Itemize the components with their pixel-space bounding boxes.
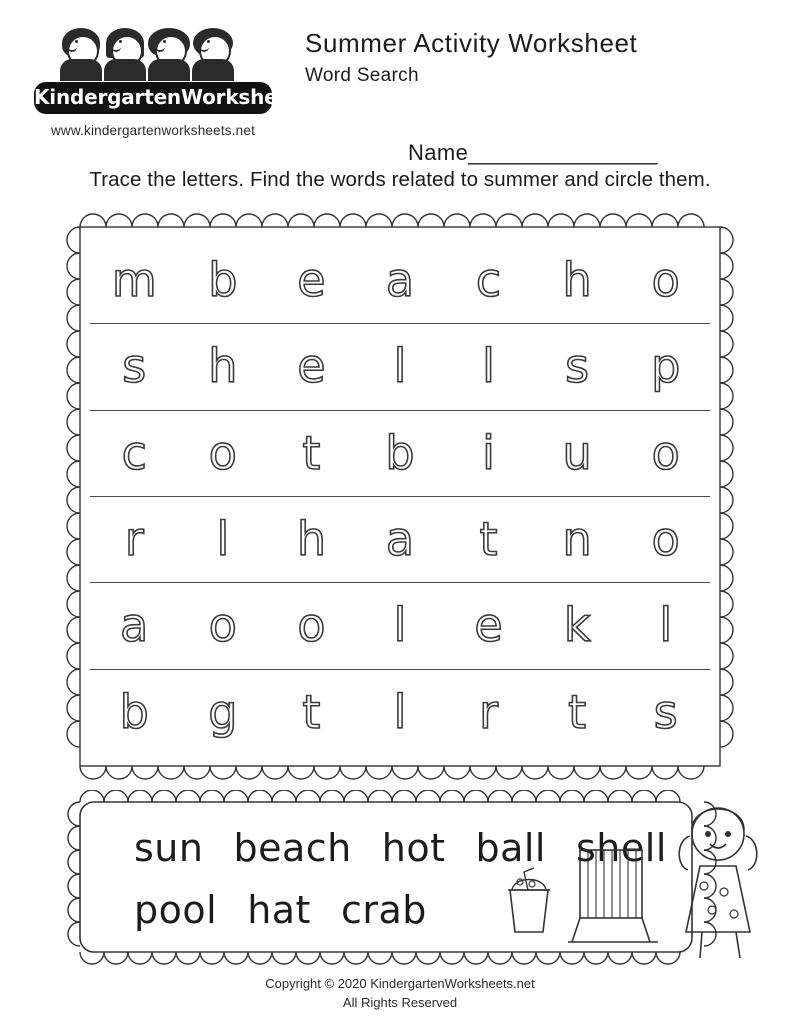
puzzle-letter: a [385,253,415,308]
puzzle-cell[interactable] [533,496,622,582]
puzzle-letter: b [208,253,238,308]
puzzle-letter: m [111,253,157,308]
puzzle-letter: h [208,339,238,394]
puzzle-cell[interactable] [533,410,622,496]
puzzle-letter: g [208,684,238,739]
puzzle-cell[interactable] [179,410,268,496]
puzzle-letter: o [208,425,237,480]
puzzle-letter: l [393,684,407,739]
puzzle-letter: t [479,512,498,567]
girl-illustration-icon [666,796,774,964]
puzzle-letter: k [563,598,591,653]
puzzle-letter: l [482,339,495,394]
puzzle-cell[interactable] [90,323,179,409]
puzzle-letter: a [120,598,149,653]
puzzle-cell[interactable] [444,496,533,582]
word-bank-word: shell [576,826,667,870]
puzzle-letter: t [568,684,587,739]
puzzle-letter: p [651,339,681,394]
kid-figure-icon [190,28,236,80]
puzzle-letter: s [565,339,590,394]
grid-row-divider [90,669,710,670]
page-footer [0,975,800,1013]
grid-row-divider [90,410,710,411]
puzzle-letter: s [653,684,678,739]
puzzle-cell[interactable] [621,496,710,582]
puzzle-cell[interactable] [267,323,356,409]
name-field-label[interactable]: Name_______________ [408,140,658,165]
puzzle-cell[interactable] [356,410,445,496]
puzzle-letter: o [208,598,237,653]
puzzle-cell[interactable] [267,496,356,582]
puzzle-letter: c [475,253,502,308]
word-bank-word: pool [134,888,218,932]
word-bank-word: hat [247,888,311,932]
kid-figure-icon [102,28,148,80]
site-url: www.kindergartenworksheets.net [50,123,256,138]
puzzle-cell[interactable] [90,410,179,496]
puzzle-cell[interactable] [90,237,179,323]
puzzle-cell[interactable] [90,669,179,755]
puzzle-letter: o [651,253,680,308]
puzzle-letter: o [297,598,326,653]
instructions-text: Trace the letters. Find the words related to summer and circle them. [89,168,711,191]
puzzle-letter: b [119,684,149,739]
puzzle-cell[interactable] [533,669,622,755]
puzzle-cell[interactable] [444,323,533,409]
puzzle-cell[interactable] [444,669,533,755]
word-bank [66,790,734,968]
puzzle-letter: o [651,425,680,480]
puzzle-cell[interactable] [356,582,445,668]
puzzle-letter: l [659,598,673,653]
puzzle-letter: o [651,512,680,567]
puzzle-letter: e [297,339,326,394]
kids-illustration-icon [46,24,261,80]
puzzle-cell[interactable] [356,237,445,323]
puzzle-cell[interactable] [444,582,533,668]
site-logo[interactable] [28,24,357,138]
puzzle-cell[interactable] [179,582,268,668]
puzzle-cell[interactable] [90,496,179,582]
puzzle-letter: l [216,512,230,567]
puzzle-letter: r [124,512,144,567]
puzzle-cell[interactable] [267,669,356,755]
page-header [0,18,800,168]
page-subtitle: Word Search [305,65,419,86]
grid-row-divider [90,323,710,324]
puzzle-letter: h [296,512,326,567]
puzzle-cell[interactable] [621,669,710,755]
page-title: Summer Activity Worksheet [305,28,638,58]
puzzle-letter: b [385,425,415,480]
title-block [305,28,637,87]
puzzle-cell[interactable] [179,669,268,755]
puzzle-cell[interactable] [444,237,533,323]
puzzle-letter: h [562,253,592,308]
puzzle-cell[interactable] [444,410,533,496]
rights-text: All Rights Reserved [342,994,458,1010]
puzzle-letter: e [474,598,503,653]
puzzle-letter: u [562,425,592,480]
puzzle-grid[interactable] [90,237,710,755]
kid-figure-icon [58,28,104,80]
puzzle-cell[interactable] [356,496,445,582]
puzzle-cell[interactable] [90,582,179,668]
word-bank-word: beach [233,826,352,870]
puzzle-cell[interactable] [179,237,268,323]
logo-wordmark: KindergartenWorksheets.net [34,82,272,114]
puzzle-cell[interactable] [621,323,710,409]
puzzle-letter: l [393,339,407,394]
puzzle-cell[interactable] [533,582,622,668]
puzzle-cell[interactable] [267,410,356,496]
puzzle-cell[interactable] [356,323,445,409]
puzzle-letter: l [393,598,407,653]
puzzle-cell[interactable] [621,237,710,323]
word-bank-word: crab [340,888,427,932]
puzzle-letter: e [297,253,326,308]
puzzle-cell[interactable] [533,237,622,323]
grid-row-divider [90,582,710,583]
puzzle-cell[interactable] [179,323,268,409]
puzzle-letter: c [121,425,147,480]
word-bank-word: ball [475,826,546,870]
puzzle-cell[interactable] [356,669,445,755]
grid-row-divider [90,496,710,497]
puzzle-letter: a [385,512,415,567]
word-bank-word: hot [381,826,446,870]
puzzle-letter: i [482,425,495,480]
puzzle-letter: n [562,512,592,567]
puzzle-cell[interactable] [621,410,710,496]
puzzle-cell[interactable] [179,496,268,582]
puzzle-letter: t [302,684,321,739]
puzzle-cell[interactable] [267,582,356,668]
word-bank-word: sun [134,826,204,870]
puzzle-letter: s [122,339,147,394]
beach-chair-icon [566,844,662,954]
sand-bucket-icon [498,866,560,936]
puzzle-letter: t [302,425,321,480]
puzzle-cell[interactable] [267,237,356,323]
puzzle-cell[interactable] [621,582,710,668]
word-search-puzzle [66,213,734,780]
copyright-text: Copyright © 2020 KindergartenWorksheets.net [265,976,535,991]
puzzle-letter: r [479,684,499,739]
kid-figure-icon [146,28,192,80]
puzzle-cell[interactable] [533,323,622,409]
